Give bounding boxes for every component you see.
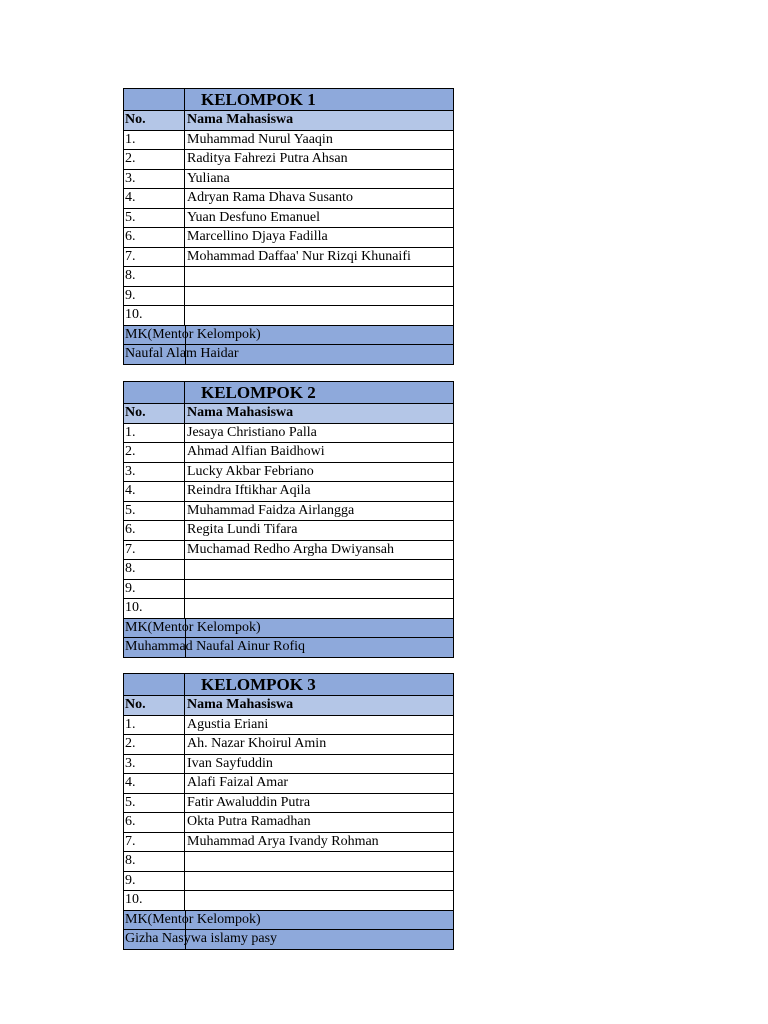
mentor-label-row xyxy=(123,619,454,639)
table-row xyxy=(123,209,454,229)
student-name: Agustia Eriani xyxy=(187,716,269,732)
column-header-name: Nama Mahasiswa xyxy=(187,697,294,712)
student-name: Alafi Faizal Amar xyxy=(187,775,289,790)
table-row xyxy=(123,287,454,307)
student-name: Jesaya Christiano Palla xyxy=(187,424,317,440)
row-number: 9. xyxy=(124,580,185,599)
row-number: 4. xyxy=(124,482,185,501)
mentor-label-row xyxy=(123,326,454,346)
student-name xyxy=(186,306,453,325)
table-row xyxy=(123,502,454,522)
row-number: 3. xyxy=(124,463,185,482)
group-table-2 xyxy=(123,381,454,658)
student-name xyxy=(186,599,453,618)
mentor-name: Naufal Alam Haidar xyxy=(125,346,239,361)
column-header-row xyxy=(123,696,454,716)
title-blank-cell xyxy=(124,674,185,695)
student-name xyxy=(186,872,453,891)
student-name: Ah. Nazar Khoirul Amin xyxy=(187,736,327,751)
row-number: 6. xyxy=(124,228,185,247)
column-header-name: Nama Mahasiswa xyxy=(187,405,294,420)
table-row xyxy=(123,443,454,463)
row-number: 9. xyxy=(124,872,185,891)
group-table-1 xyxy=(123,88,454,365)
column-header-no: No. xyxy=(124,404,185,423)
table-row xyxy=(123,150,454,170)
row-number: 5. xyxy=(124,794,185,813)
student-name: Marcellino Djaya Fadilla xyxy=(187,229,328,244)
row-number: 3. xyxy=(124,755,185,774)
mentor-label: MK(Mentor Kelompok) xyxy=(125,911,261,927)
row-number: 5. xyxy=(124,209,185,228)
student-name: Adryan Rama Dhava Susanto xyxy=(187,190,354,205)
table-row xyxy=(123,813,454,833)
student-name xyxy=(186,287,453,306)
student-name: Muhammad Faidza Airlangga xyxy=(187,502,355,518)
group-title: KELOMPOK 1 xyxy=(201,90,316,109)
row-number: 6. xyxy=(124,521,185,540)
student-name: Reindra Iftikhar Aqila xyxy=(187,483,311,498)
mentor-name-row xyxy=(123,930,454,950)
row-number: 1. xyxy=(124,131,185,150)
table-row xyxy=(123,872,454,892)
mentor-label: MK(Mentor Kelompok) xyxy=(125,619,261,635)
row-number: 9. xyxy=(124,287,185,306)
row-number: 4. xyxy=(124,774,185,793)
table-row xyxy=(123,794,454,814)
table-row xyxy=(123,560,454,580)
row-number: 3. xyxy=(124,170,185,189)
table-row xyxy=(123,463,454,483)
column-header-row xyxy=(123,111,454,131)
table-row xyxy=(123,306,454,326)
student-name: Raditya Fahrezi Putra Ahsan xyxy=(187,151,348,166)
table-row xyxy=(123,833,454,853)
student-name: Fatir Awaluddin Putra xyxy=(187,794,311,810)
group-title-row xyxy=(123,88,454,111)
table-row xyxy=(123,189,454,209)
student-name: Regita Lundi Tifara xyxy=(187,522,298,537)
row-number: 7. xyxy=(124,248,185,267)
column-header-name: Nama Mahasiswa xyxy=(187,112,294,127)
table-row xyxy=(123,599,454,619)
mentor-name-row xyxy=(123,638,454,658)
table-row xyxy=(123,774,454,794)
row-number: 10. xyxy=(124,306,185,325)
student-name: Yuan Desfuno Emanuel xyxy=(187,209,320,225)
row-number: 1. xyxy=(124,424,185,443)
row-number: 7. xyxy=(124,833,185,852)
row-number: 7. xyxy=(124,541,185,560)
row-number: 2. xyxy=(124,150,185,169)
table-row xyxy=(123,521,454,541)
table-row xyxy=(123,755,454,775)
student-name xyxy=(186,891,453,910)
mentor-name-row xyxy=(123,345,454,365)
table-row xyxy=(123,228,454,248)
table-row xyxy=(123,852,454,872)
table-row xyxy=(123,580,454,600)
table-row xyxy=(123,267,454,287)
student-name: Yuliana xyxy=(187,170,230,186)
table-row xyxy=(123,541,454,561)
student-name: Mohammad Daffaa' Nur Rizqi Khunaifi xyxy=(187,248,411,264)
row-number: 2. xyxy=(124,443,185,462)
mentor-name: Gizha Nasywa islamy pasy xyxy=(125,931,278,946)
student-name: Muhammad Arya Ivandy Rohman xyxy=(187,833,379,849)
title-blank-cell xyxy=(124,382,185,403)
column-header-no: No. xyxy=(124,111,185,130)
group-title-row xyxy=(123,673,454,696)
group-title: KELOMPOK 3 xyxy=(201,675,316,694)
group-table-3 xyxy=(123,673,454,950)
student-name xyxy=(186,267,453,286)
column-header-no: No. xyxy=(124,696,185,715)
row-number: 2. xyxy=(124,735,185,754)
group-title: KELOMPOK 2 xyxy=(201,383,316,402)
student-name: Okta Putra Ramadhan xyxy=(187,814,311,829)
title-blank-cell xyxy=(124,89,185,110)
table-row xyxy=(123,248,454,268)
mentor-label-row xyxy=(123,911,454,931)
table-row xyxy=(123,131,454,151)
student-name: Muchamad Redho Argha Dwiyansah xyxy=(187,541,394,557)
row-number: 8. xyxy=(124,560,185,579)
row-number: 6. xyxy=(124,813,185,832)
table-row xyxy=(123,891,454,911)
row-number: 8. xyxy=(124,852,185,871)
student-name: Ivan Sayfuddin xyxy=(187,755,273,771)
student-name: Ahmad Alfian Baidhowi xyxy=(187,444,325,459)
row-number: 8. xyxy=(124,267,185,286)
row-number: 4. xyxy=(124,189,185,208)
row-number: 10. xyxy=(124,891,185,910)
group-title-row xyxy=(123,381,454,404)
student-name: Muhammad Nurul Yaaqin xyxy=(187,131,333,147)
table-row xyxy=(123,735,454,755)
student-name: Lucky Akbar Febriano xyxy=(187,463,314,479)
table-row xyxy=(123,170,454,190)
student-name xyxy=(186,560,453,579)
mentor-label: MK(Mentor Kelompok) xyxy=(125,326,261,342)
table-row xyxy=(123,716,454,736)
student-name xyxy=(186,580,453,599)
column-header-row xyxy=(123,404,454,424)
row-number: 1. xyxy=(124,716,185,735)
table-row xyxy=(123,482,454,502)
row-number: 5. xyxy=(124,502,185,521)
student-name xyxy=(186,852,453,871)
row-number: 10. xyxy=(124,599,185,618)
table-row xyxy=(123,424,454,444)
mentor-name: Muhammad Naufal Ainur Rofiq xyxy=(125,639,306,654)
